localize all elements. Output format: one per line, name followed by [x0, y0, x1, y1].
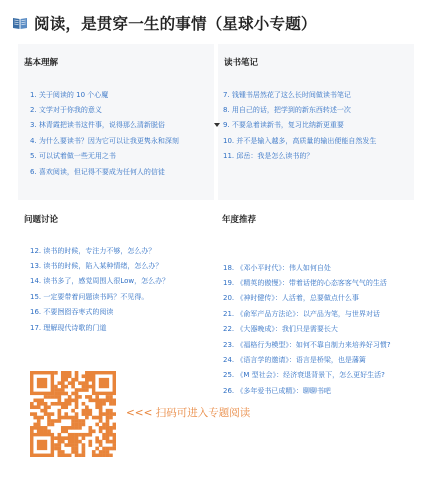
article-link[interactable]: 17. 理解现代诗歌的门道 — [30, 323, 107, 332]
article-link[interactable]: 10. 并不是输入越多，高质量的输出便能自然发生 — [223, 136, 377, 145]
notes-list — [223, 87, 376, 164]
article-link[interactable]: 8. 用自己的话，把学到的新东西转述一次 — [223, 106, 351, 115]
discussion-list — [30, 243, 169, 335]
list-item[interactable] — [30, 320, 169, 335]
list-item[interactable] — [223, 368, 391, 383]
open-book-icon — [12, 16, 28, 30]
list-item[interactable] — [223, 260, 391, 275]
article-link[interactable]: 9. 不要急着读新书，复习比纳新更重要 — [223, 121, 344, 130]
article-link[interactable]: 16. 不要囫囵吞枣式的阅读 — [30, 308, 114, 317]
list-item[interactable] — [223, 291, 391, 306]
list-item[interactable] — [223, 275, 391, 290]
list-item[interactable] — [223, 337, 391, 352]
list-item[interactable] — [223, 118, 376, 133]
article-link[interactable]: 23. 《福格行为模型》：如何不靠自制力来培养好习惯? — [223, 340, 391, 349]
page-title — [12, 10, 422, 36]
list-item[interactable] — [30, 149, 179, 164]
scan-hint: <<< 扫码可进入专题阅读 — [126, 407, 251, 419]
article-link[interactable]: 6. 喜欢阅读，但记得不要成为任何人的信徒 — [30, 167, 165, 176]
article-link[interactable]: 21. 《俞军产品方法论》：以产品为笔，与世界对话 — [223, 309, 380, 318]
list-item[interactable] — [223, 306, 391, 321]
article-link[interactable]: 3. 林青霞把读书这件事，说得那么清新脱俗 — [30, 121, 165, 130]
article-link[interactable]: 19. 《精英的傲慢》：带着话佬的心态客客气气的生活 — [223, 279, 387, 288]
section-title-notes: 读书笔记 — [224, 58, 259, 68]
list-item[interactable] — [30, 305, 169, 320]
basic-list — [30, 87, 179, 179]
list-item[interactable] — [30, 258, 169, 273]
qr-code[interactable] — [30, 371, 116, 457]
section-title-basic: 基本理解 — [24, 58, 59, 68]
list-item[interactable] — [223, 149, 376, 164]
list-item[interactable] — [30, 274, 169, 289]
qr-code-image — [30, 371, 116, 457]
article-link[interactable]: 15. 一定要带着问题读书吗？不见得。 — [30, 292, 149, 301]
article-link[interactable]: 22. 《大器晚成》：我们只是需要长大 — [223, 325, 338, 334]
list-item[interactable] — [223, 133, 376, 148]
list-item[interactable] — [30, 133, 179, 148]
list-item[interactable] — [30, 289, 169, 304]
article-link[interactable]: 14. 读书多了，感觉周围人很Low，怎么办？ — [30, 277, 170, 286]
list-item[interactable] — [30, 87, 179, 102]
list-item[interactable] — [223, 87, 376, 102]
caret-down-icon[interactable] — [214, 123, 220, 127]
section-title-discussion: 问题讨论 — [24, 215, 59, 225]
list-item[interactable] — [223, 383, 391, 398]
article-link[interactable]: 11. 邱岳：我是怎么读书的？ — [223, 152, 314, 161]
article-link[interactable]: 2. 文学对于你我的意义 — [30, 106, 102, 115]
article-link[interactable]: 20. 《神时健传》：人活着，总要做点什么事 — [223, 294, 359, 303]
page-title-text: 阅读，是贯穿一生的事情（星球小专题） — [34, 15, 317, 33]
article-link[interactable]: 24. 《语言学的邀请》：语言是桥梁，也是藩篱 — [223, 356, 366, 365]
article-link[interactable]: 1. 关于阅读的 10 个心魔 — [30, 90, 109, 99]
article-link[interactable]: 26. 《多年爱书已成精》：聊聊书吧 — [223, 386, 331, 395]
article-link[interactable]: 7. 钱锺书居然花了这么长时间做读书笔记 — [223, 90, 351, 99]
article-link[interactable]: 5. 可以试着做一些无用之书 — [30, 152, 116, 161]
list-item[interactable] — [30, 118, 179, 133]
list-item[interactable] — [30, 243, 169, 258]
article-link[interactable]: 13. 读书的时候，陷入某种情绪，怎么办？ — [30, 262, 163, 271]
list-item[interactable] — [30, 164, 179, 179]
article-link[interactable]: 4. 为什么要读书？因为它可以让我更隽永和深刻 — [30, 136, 179, 145]
section-title-recommend: 年度推荐 — [222, 215, 257, 225]
recommend-list — [223, 260, 391, 399]
article-link[interactable]: 25. 《M 型社会》：经济衰退背景下，怎么更好生活? — [223, 371, 385, 380]
list-item[interactable] — [223, 102, 376, 117]
list-item[interactable] — [223, 352, 391, 367]
list-item[interactable] — [30, 102, 179, 117]
article-link[interactable]: 18. 《邓小平时代》：伟人如何自处 — [223, 263, 331, 272]
list-item[interactable] — [223, 322, 391, 337]
article-link[interactable]: 12. 读书的时候，专注力不够，怎么办？ — [30, 246, 156, 255]
